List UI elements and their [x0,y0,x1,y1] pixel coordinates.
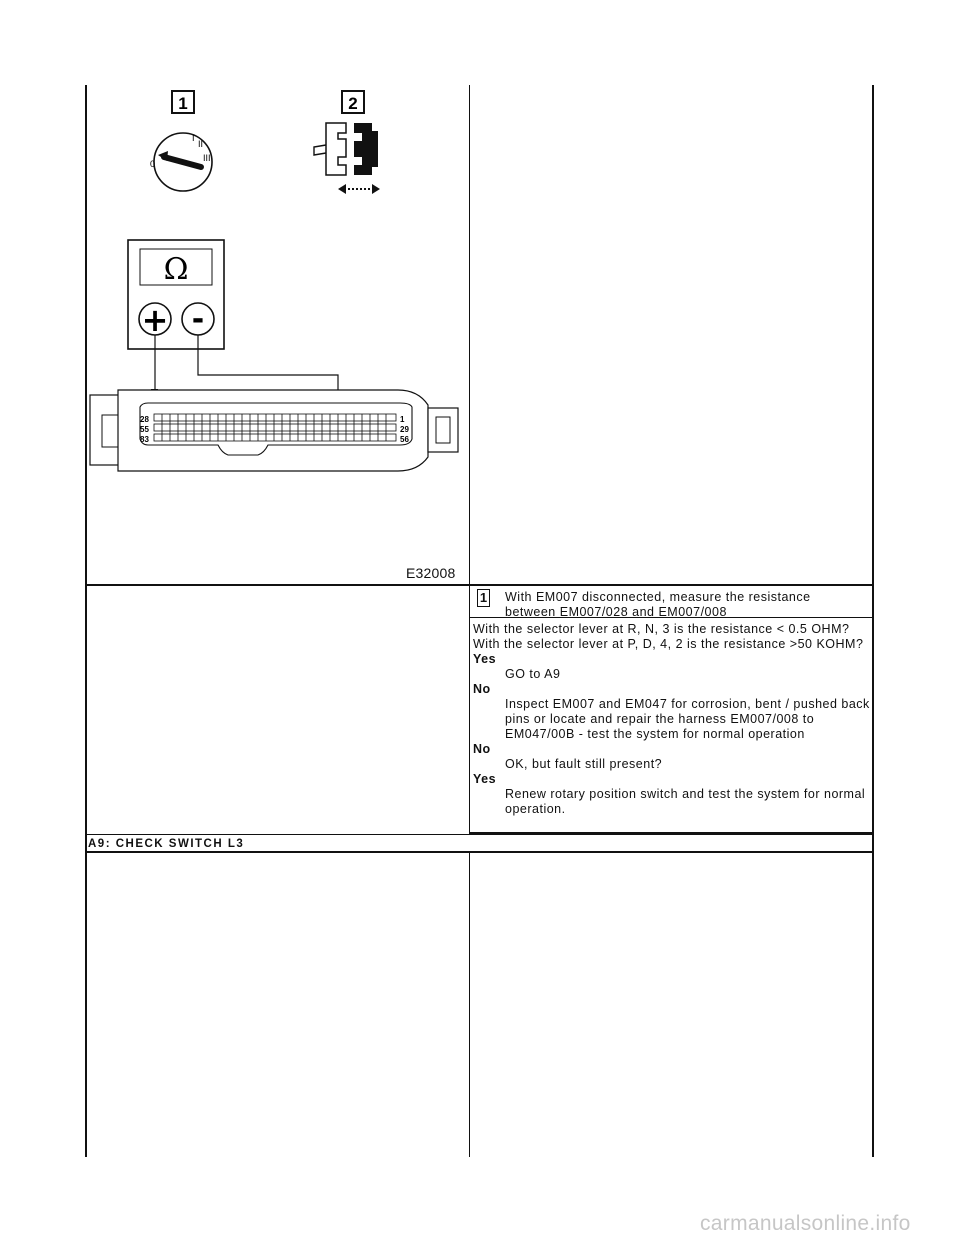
row-rule-1 [85,584,874,586]
disconnect-connector-icon [314,123,380,194]
svg-text:+: + [141,301,169,339]
answer-text-no: Inspect EM007 and EM047 for corrosion, bent / pushed back pins or locate and repair the harness EM007/008 to EM047/00B - test the system for normal operation [505,697,870,741]
svg-text:II: II [198,139,204,149]
answer-label-yes: Yes [473,652,497,666]
ecu-connector [90,390,458,471]
svg-text:28: 28 [140,415,149,424]
figure-id-label: E32008 [406,565,456,581]
section-title: A9: CHECK SWITCH L3 [88,838,245,850]
svg-text:2: 2 [348,94,358,113]
ohmmeter-icon [128,240,224,349]
answer-text-yes-2: Renew rotary position switch and test the system for normal operation. [505,787,866,816]
table-left-border [85,85,87,1157]
callout-1 [172,91,194,113]
answer-text-yes: GO to A9 [505,667,561,681]
svg-text:55: 55 [140,425,149,434]
callout-2 [342,91,364,113]
step-number-badge: 1 [477,589,490,607]
answer-label-no-2: No [473,742,491,756]
answer-text-no-2: OK, but fault still present? [505,757,663,771]
svg-text:56: 56 [400,435,409,444]
column-divider-bottom [469,852,470,1157]
svg-text:Ω: Ω [163,252,189,287]
section-rule-top [85,834,874,835]
answer-label-no: No [473,682,491,696]
svg-text:1: 1 [178,94,188,113]
svg-text:0: 0 [150,159,156,169]
question-line-2: With the selector lever at P, D, 4, 2 is the resistance >50 KOHM? [473,637,864,651]
column-divider-top [469,85,470,834]
svg-text:83: 83 [140,435,149,444]
svg-text:I: I [192,133,195,143]
svg-text:1: 1 [400,415,405,424]
step-instruction: With EM007 disconnected, measure the resistance between EM007/028 and EM007/008 [505,590,811,619]
connector-pin-rows [154,414,396,441]
answer-label-yes-2: Yes [473,772,497,786]
ignition-switch-icon [150,133,212,191]
svg-text:III: III [203,153,211,163]
watermark: carmanualsonline.info [700,1212,911,1235]
test-question-block [473,622,873,817]
svg-text:29: 29 [400,425,409,434]
question-line-1: With the selector lever at R, N, 3 is the resistance < 0.5 OHM? [473,622,850,636]
figure-diagram [88,85,468,565]
svg-text:-: - [191,302,205,337]
section-rule-bottom [85,851,874,853]
table-right-border [872,85,874,1157]
